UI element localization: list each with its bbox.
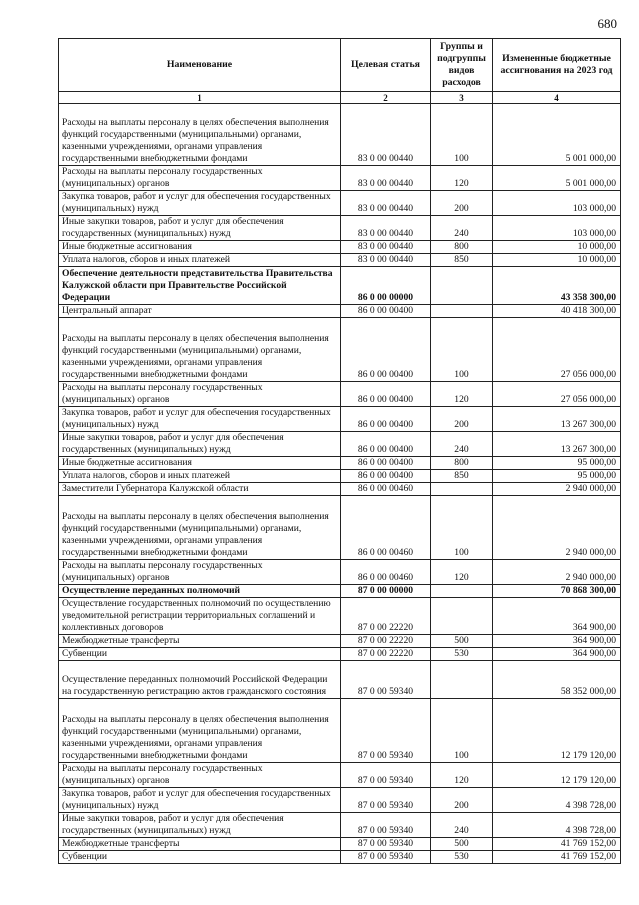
table-row	[59, 407, 621, 432]
header-target-article: Целевая статья	[341, 39, 431, 92]
row-target-article: 83 0 00 00440	[341, 104, 431, 166]
table-row	[59, 432, 621, 457]
row-expense-group: 100	[431, 318, 493, 382]
header-amount: Измененные бюджетные ассигнования на 2023 год	[493, 39, 621, 92]
row-expense-group	[431, 661, 493, 699]
row-expense-group: 120	[431, 382, 493, 407]
row-expense-group: 240	[431, 216, 493, 241]
row-expense-group: 530	[431, 851, 493, 864]
table-row	[59, 763, 621, 788]
row-target-article: 87 0 00 59340	[341, 788, 431, 813]
row-name: Осуществление переданных полномочий Российской Федерации на государственную регистрацию актов гражданского состояния	[59, 661, 341, 699]
row-amount: 58 352 000,00	[493, 661, 621, 699]
row-target-article: 87 0 00 59340	[341, 661, 431, 699]
header-expense-groups: Группы и подгруппы видов расходов	[431, 39, 493, 92]
row-amount: 70 868 300,00	[493, 585, 621, 598]
row-name: Расходы на выплаты персоналу государственных (муниципальных) органов	[59, 763, 341, 788]
row-name: Расходы на выплаты персоналу в целях обеспечения выполнения функций государственными (муниципальными) органами, казенными учреждениями, органами управления государственными внебюджетными фондами	[59, 496, 341, 560]
row-name: Субвенции	[59, 851, 341, 864]
row-amount: 43 358 300,00	[493, 267, 621, 305]
row-target-article: 86 0 00 00400	[341, 470, 431, 483]
table-row	[59, 166, 621, 191]
table-row	[59, 457, 621, 470]
row-name: Уплата налогов, сборов и иных платежей	[59, 470, 341, 483]
row-expense-group	[431, 585, 493, 598]
row-target-article: 83 0 00 00440	[341, 254, 431, 267]
row-name: Иные закупки товаров, работ и услуг для обеспечения государственных (муниципальных) нужд	[59, 432, 341, 457]
table-row	[59, 496, 621, 560]
row-name: Субвенции	[59, 648, 341, 661]
row-target-article: 87 0 00 22220	[341, 598, 431, 635]
row-name: Расходы на выплаты персоналу в целях обеспечения выполнения функций государственными (муниципальными) органами, казенными учреждениями, органами управления государственными внебюджетными фондами	[59, 104, 341, 166]
row-name: Расходы на выплаты персоналу государственных (муниципальных) органов	[59, 382, 341, 407]
table-row	[59, 838, 621, 851]
row-target-article: 86 0 00 00400	[341, 457, 431, 470]
row-name: Расходы на выплаты персоналу в целях обеспечения выполнения функций государственными (муниципальными) органами, казенными учреждениями, органами управления государственными внебюджетными фондами	[59, 699, 341, 763]
table-body	[59, 104, 621, 864]
row-amount: 13 267 300,00	[493, 432, 621, 457]
row-name: Иные закупки товаров, работ и услуг для обеспечения государственных (муниципальных) нужд	[59, 216, 341, 241]
row-expense-group: 850	[431, 254, 493, 267]
row-expense-group: 240	[431, 432, 493, 457]
row-name: Закупка товаров, работ и услуг для обеспечения государственных (муниципальных) нужд	[59, 191, 341, 216]
table-row	[59, 699, 621, 763]
table-row	[59, 661, 621, 699]
row-expense-group: 800	[431, 457, 493, 470]
row-expense-group	[431, 305, 493, 318]
row-expense-group: 500	[431, 635, 493, 648]
row-amount: 10 000,00	[493, 254, 621, 267]
row-amount: 95 000,00	[493, 470, 621, 483]
table-row	[59, 648, 621, 661]
table-row	[59, 254, 621, 267]
row-amount: 12 179 120,00	[493, 699, 621, 763]
row-target-article: 86 0 00 00400	[341, 305, 431, 318]
row-name: Уплата налогов, сборов и иных платежей	[59, 254, 341, 267]
row-amount: 95 000,00	[493, 457, 621, 470]
row-amount: 5 001 000,00	[493, 104, 621, 166]
row-target-article: 87 0 00 00000	[341, 585, 431, 598]
row-target-article: 87 0 00 59340	[341, 813, 431, 838]
table-row	[59, 598, 621, 635]
row-amount: 2 940 000,00	[493, 560, 621, 585]
page-number: 680	[597, 16, 617, 31]
table-row	[59, 470, 621, 483]
row-expense-group: 100	[431, 699, 493, 763]
row-target-article: 87 0 00 59340	[341, 699, 431, 763]
row-expense-group: 100	[431, 104, 493, 166]
row-expense-group	[431, 598, 493, 635]
row-amount: 5 001 000,00	[493, 166, 621, 191]
row-expense-group: 120	[431, 166, 493, 191]
row-name: Обеспечение деятельности представительства Правительства Калужской области при Правительстве Российской Федерации	[59, 267, 341, 305]
row-name: Закупка товаров, работ и услуг для обеспечения государственных (муниципальных) нужд	[59, 407, 341, 432]
row-name: Расходы на выплаты персоналу в целях обеспечения выполнения функций государственными (муниципальными) органами, казенными учреждениями, органами управления государственными внебюджетными фондами	[59, 318, 341, 382]
column-number: 3	[431, 92, 493, 104]
row-name: Иные бюджетные ассигнования	[59, 457, 341, 470]
row-target-article: 87 0 00 59340	[341, 838, 431, 851]
row-target-article: 87 0 00 22220	[341, 635, 431, 648]
table-row	[59, 191, 621, 216]
row-expense-group: 200	[431, 788, 493, 813]
row-amount: 103 000,00	[493, 216, 621, 241]
row-amount: 27 056 000,00	[493, 318, 621, 382]
column-number: 1	[59, 92, 341, 104]
row-amount: 12 179 120,00	[493, 763, 621, 788]
row-name: Центральный аппарат	[59, 305, 341, 318]
row-target-article: 86 0 00 00400	[341, 382, 431, 407]
row-target-article: 86 0 00 00460	[341, 496, 431, 560]
budget-table	[58, 38, 621, 864]
row-amount: 2 940 000,00	[493, 496, 621, 560]
row-expense-group: 200	[431, 407, 493, 432]
row-target-article: 83 0 00 00440	[341, 166, 431, 191]
row-amount: 364 900,00	[493, 598, 621, 635]
row-target-article: 83 0 00 00440	[341, 241, 431, 254]
row-name: Расходы на выплаты персоналу государственных (муниципальных) органов	[59, 166, 341, 191]
row-name: Иные бюджетные ассигнования	[59, 241, 341, 254]
row-target-article: 83 0 00 00440	[341, 216, 431, 241]
row-amount: 103 000,00	[493, 191, 621, 216]
row-amount: 27 056 000,00	[493, 382, 621, 407]
table-row	[59, 585, 621, 598]
column-number: 4	[493, 92, 621, 104]
header-name: Наименование	[59, 39, 341, 92]
row-expense-group: 530	[431, 648, 493, 661]
row-name: Осуществление государственных полномочий по осуществлению уведомительной регистрации территориальных соглашений и коллективных договоров	[59, 598, 341, 635]
table-row	[59, 382, 621, 407]
column-number-row	[59, 92, 621, 104]
row-amount: 364 900,00	[493, 635, 621, 648]
column-number: 2	[341, 92, 431, 104]
row-expense-group: 800	[431, 241, 493, 254]
row-amount: 40 418 300,00	[493, 305, 621, 318]
row-amount: 2 940 000,00	[493, 483, 621, 496]
row-target-article: 83 0 00 00440	[341, 191, 431, 216]
table-row	[59, 318, 621, 382]
table-row	[59, 560, 621, 585]
row-target-article: 86 0 00 00000	[341, 267, 431, 305]
row-name: Заместители Губернатора Калужской области	[59, 483, 341, 496]
row-name: Иные закупки товаров, работ и услуг для обеспечения государственных (муниципальных) нужд	[59, 813, 341, 838]
row-name: Межбюджетные трансферты	[59, 838, 341, 851]
row-target-article: 87 0 00 59340	[341, 763, 431, 788]
row-expense-group: 100	[431, 496, 493, 560]
table-row	[59, 851, 621, 864]
row-amount: 364 900,00	[493, 648, 621, 661]
table-row	[59, 483, 621, 496]
row-amount: 41 769 152,00	[493, 838, 621, 851]
row-amount: 4 398 728,00	[493, 788, 621, 813]
row-expense-group: 500	[431, 838, 493, 851]
row-target-article: 86 0 00 00460	[341, 483, 431, 496]
row-target-article: 87 0 00 59340	[341, 851, 431, 864]
row-name: Закупка товаров, работ и услуг для обеспечения государственных (муниципальных) нужд	[59, 788, 341, 813]
table-row	[59, 241, 621, 254]
table-row	[59, 104, 621, 166]
row-target-article: 86 0 00 00460	[341, 560, 431, 585]
table-row	[59, 305, 621, 318]
row-name: Осуществление переданных полномочий	[59, 585, 341, 598]
table-row	[59, 216, 621, 241]
row-name: Межбюджетные трансферты	[59, 635, 341, 648]
row-expense-group: 120	[431, 763, 493, 788]
table-row	[59, 267, 621, 305]
table-header-row	[59, 39, 621, 92]
row-expense-group: 850	[431, 470, 493, 483]
row-amount: 13 267 300,00	[493, 407, 621, 432]
row-amount: 41 769 152,00	[493, 851, 621, 864]
row-amount: 4 398 728,00	[493, 813, 621, 838]
table-row	[59, 813, 621, 838]
row-expense-group: 120	[431, 560, 493, 585]
row-target-article: 86 0 00 00400	[341, 407, 431, 432]
row-expense-group	[431, 483, 493, 496]
row-amount: 10 000,00	[493, 241, 621, 254]
row-expense-group: 200	[431, 191, 493, 216]
row-name: Расходы на выплаты персоналу государственных (муниципальных) органов	[59, 560, 341, 585]
row-target-article: 86 0 00 00400	[341, 432, 431, 457]
table-row	[59, 788, 621, 813]
row-expense-group	[431, 267, 493, 305]
row-target-article: 87 0 00 22220	[341, 648, 431, 661]
row-expense-group: 240	[431, 813, 493, 838]
row-target-article: 86 0 00 00400	[341, 318, 431, 382]
table-row	[59, 635, 621, 648]
